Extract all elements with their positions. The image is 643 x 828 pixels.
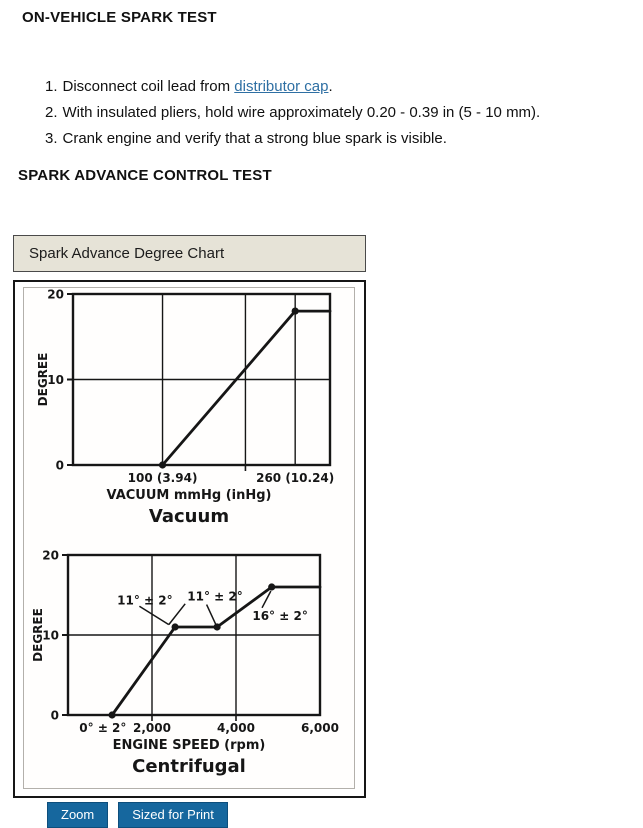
y-tick-label: 0 <box>55 458 64 473</box>
annotation-label: 11° ± 2° <box>187 589 243 604</box>
x-axis-label: ENGINE SPEED (rpm) <box>112 738 266 753</box>
centrifugal-chart <box>24 538 354 788</box>
image-toolbar <box>47 802 228 828</box>
annotation-pointer <box>139 606 168 624</box>
chart-panel-header <box>13 235 366 272</box>
data-point <box>214 623 221 630</box>
x-tick-label: 100 (3.94) <box>127 471 198 485</box>
spark-advance-chart-image[interactable] <box>23 287 355 789</box>
list-item <box>45 103 540 123</box>
heading-on-vehicle-spark-test: ON-VEHICLE SPARK TEST <box>22 9 217 26</box>
instruction-list <box>45 77 540 155</box>
list-item-number: 1. <box>45 78 58 95</box>
vacuum-chart <box>24 288 354 538</box>
y-tick-label: 20 <box>42 548 59 563</box>
list-item <box>45 129 540 149</box>
list-item-number: 3. <box>45 130 58 147</box>
y-axis-label: DEGREE <box>36 352 50 407</box>
data-point <box>172 623 179 630</box>
y-tick-label: 20 <box>47 288 64 302</box>
heading-spark-advance-control-test: SPARK ADVANCE CONTROL TEST <box>18 167 272 184</box>
chart-panel-title: Spark Advance Degree Chart <box>29 245 225 262</box>
y-axis-label: DEGREE <box>31 608 45 662</box>
zoom-button[interactable]: Zoom <box>47 802 108 828</box>
x-tick-label: 2,000 <box>133 721 171 735</box>
annotation-pointer <box>207 605 216 625</box>
data-point <box>292 308 299 315</box>
sized-for-print-button[interactable]: Sized for Print <box>118 802 228 828</box>
chart-container <box>13 280 366 798</box>
y-tick-label: 10 <box>47 373 64 387</box>
list-item-text: Crank engine and verify that a strong blue spark is visible. <box>62 130 447 147</box>
data-point <box>268 583 275 590</box>
x-tick-label: 0° ± 2° <box>79 721 127 735</box>
list-item-number: 2. <box>45 104 58 121</box>
list-item-text: . <box>328 78 333 95</box>
data-point <box>159 461 166 468</box>
data-line <box>163 311 330 465</box>
distributor-cap-link[interactable]: distributor cap <box>234 78 329 95</box>
chart-title: Centrifugal <box>132 756 246 777</box>
annotation-label: 16° ± 2° <box>252 608 308 623</box>
annotation-label: 11° ± 2° <box>117 593 173 608</box>
x-tick-label: 4,000 <box>217 721 255 735</box>
list-item <box>45 77 540 97</box>
data-point <box>109 711 116 718</box>
y-tick-label: 10 <box>42 628 59 643</box>
list-item-text: With insulated pliers, hold wire approximately 0.20 - 0.39 in (5 - 10 mm). <box>62 104 541 121</box>
x-tick-label: 6,000 <box>301 721 339 735</box>
y-tick-label: 0 <box>50 708 59 723</box>
list-item-text: Disconnect coil lead from <box>62 78 235 95</box>
x-axis-label: VACUUM mmHg (inHg) <box>106 488 272 503</box>
x-tick-label: 260 (10.24) <box>256 471 335 485</box>
chart-title: Vacuum <box>148 506 230 527</box>
